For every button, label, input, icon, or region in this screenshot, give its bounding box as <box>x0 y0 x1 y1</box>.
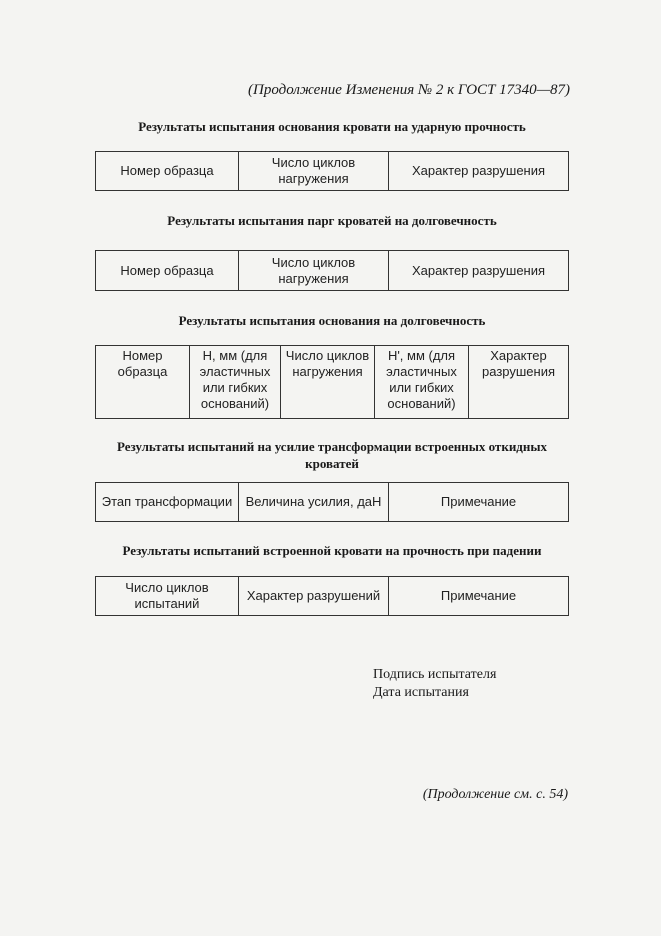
table2-title: Результаты испытания парг кроватей на долговечность <box>167 213 497 228</box>
table-header-cell: Число циклов нагружения <box>239 251 389 291</box>
test-date-label: Дата испытания <box>373 685 469 700</box>
table-header-cell: Характер разрушения <box>389 152 569 191</box>
table-header-cell: Число циклов испытаний <box>96 577 239 616</box>
table-header-cell: Характер разрушения <box>389 251 569 291</box>
tester-signature-label: Подпись испытателя <box>373 667 497 682</box>
table5 <box>95 576 569 616</box>
table-header-cell: Примечание <box>389 483 569 522</box>
table3 <box>95 345 569 419</box>
table-row <box>96 483 569 522</box>
table-row <box>96 251 569 291</box>
table-header-cell: Характер разрушения <box>469 346 569 419</box>
table1-title: Результаты испытания основания кровати на ударную прочность <box>138 119 526 134</box>
table3-title: Результаты испытания основания на долговечность <box>178 313 486 328</box>
table4 <box>95 482 569 522</box>
continuation-header: (Продолжение Изменения № 2 к ГОСТ 17340—87) <box>248 82 570 98</box>
table-header-cell: Н', мм (для эластичных или гибких оснований) <box>375 346 469 419</box>
table-header-cell: Число циклов нагружения <box>239 152 389 191</box>
table-header-cell: Этап трансформации <box>96 483 239 522</box>
table-header-cell: Н, мм (для эластичных или гибких оснований) <box>190 346 281 419</box>
table-header-cell: Номер образца <box>96 251 239 291</box>
table-row <box>96 577 569 616</box>
table-header-cell: Номер образца <box>96 346 190 419</box>
table-row <box>96 346 569 419</box>
table2 <box>95 250 569 291</box>
continuation-footer: (Продолжение см. с. 54) <box>422 787 568 802</box>
table-header-cell: Примечание <box>389 577 569 616</box>
table-header-cell: Величина усилия, даН <box>239 483 389 522</box>
table-row <box>96 152 569 191</box>
table-header-cell: Число циклов нагружения <box>281 346 375 419</box>
table5-title: Результаты испытаний встроенной кровати на прочность при падении <box>122 543 542 558</box>
table-header-cell: Характер разрушений <box>239 577 389 616</box>
table1 <box>95 151 569 191</box>
table4-title: Результаты испытаний на усилие трансформации встроенных откидных кроватей <box>116 439 548 471</box>
table-header-cell: Номер образца <box>96 152 239 191</box>
